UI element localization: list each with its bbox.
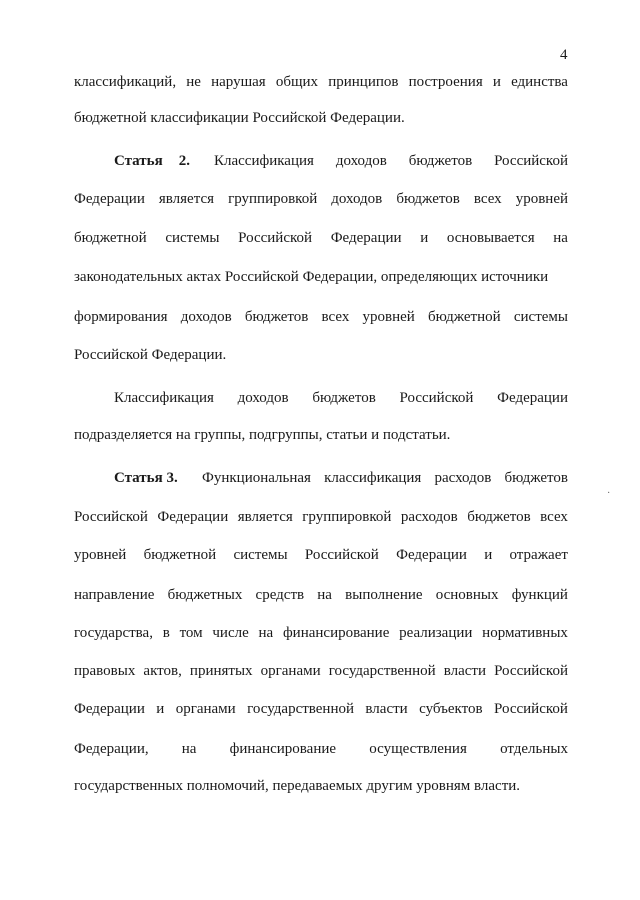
word: бюджетов	[396, 191, 460, 207]
word: отдельных	[500, 741, 568, 757]
word: осуществления	[369, 741, 467, 757]
word: общих	[275, 74, 319, 90]
word: финансирование	[229, 741, 337, 757]
word: направление	[74, 587, 155, 603]
word: Российской	[493, 701, 568, 717]
word: доходов	[331, 191, 383, 207]
word: системы	[513, 309, 568, 325]
word: Российской	[304, 547, 379, 563]
word: отражает	[509, 547, 568, 563]
word: бюджетной	[428, 309, 501, 325]
word: доходов	[180, 309, 232, 325]
word: органами	[175, 701, 236, 717]
text-line	[74, 624, 568, 642]
word: власти	[443, 663, 486, 679]
word: нормативных	[482, 625, 568, 641]
word: уровней	[74, 547, 127, 563]
word: в	[162, 625, 170, 641]
text-line-part	[214, 152, 568, 170]
word: и	[492, 74, 501, 90]
word: Федерации	[497, 390, 568, 406]
word: нарушая	[211, 74, 266, 90]
word: числе	[212, 625, 249, 641]
word: на	[258, 625, 274, 641]
page-number: 4	[560, 47, 568, 63]
word: не	[186, 74, 201, 90]
word: бюджетов	[312, 390, 376, 406]
text-line	[114, 389, 568, 407]
word: правовых	[74, 663, 136, 679]
word: органами	[260, 663, 321, 679]
text-line-part	[202, 469, 568, 487]
text-line	[74, 73, 568, 91]
text-line	[74, 190, 568, 208]
word: Федерации	[157, 509, 229, 525]
text-line	[74, 508, 568, 526]
word: расходов	[400, 509, 458, 525]
word: государства,	[74, 625, 153, 641]
article-3-label: Статья 3.	[114, 470, 178, 486]
word: бюджетной	[74, 230, 147, 246]
word: является	[237, 509, 293, 525]
word: средств	[255, 587, 305, 603]
word: классификация	[324, 470, 422, 486]
word: Российской	[494, 153, 568, 169]
word: формирования	[74, 309, 168, 325]
word: всех	[540, 509, 568, 525]
word: принятых	[189, 663, 253, 679]
word: расходов	[434, 470, 492, 486]
word: реализации	[399, 625, 473, 641]
word: основывается	[446, 230, 535, 246]
text-line	[74, 546, 568, 564]
word: основных	[435, 587, 499, 603]
text-line: бюджетной классификации Российской Федерации.	[74, 110, 405, 126]
word: Российской	[399, 390, 474, 406]
word: бюджетов	[244, 309, 309, 325]
article-2-label: Статья 2.	[114, 153, 190, 169]
word: Классификация	[214, 153, 314, 169]
text-line	[74, 586, 568, 604]
text-line: подразделяется на группы, подгруппы, статьи и подстатьи.	[74, 427, 451, 443]
word: государственной	[328, 663, 436, 679]
word: системы	[233, 547, 288, 563]
word: уровней	[362, 309, 415, 325]
word: построения	[408, 74, 483, 90]
word: бюджетов	[467, 509, 531, 525]
article-2-heading-line	[114, 152, 568, 170]
word: власти	[365, 701, 408, 717]
word: на	[181, 741, 197, 757]
word: Классификация	[114, 390, 214, 406]
word: является	[158, 191, 215, 207]
word: классификаций,	[74, 74, 177, 90]
word: и	[156, 701, 165, 717]
word: бюджетов	[408, 153, 473, 169]
word: Функциональная	[202, 470, 311, 486]
word: Федерации	[74, 191, 145, 207]
scan-speck: ·	[607, 488, 611, 499]
word: функций	[511, 587, 568, 603]
word: уровней	[515, 191, 568, 207]
text-line	[74, 662, 568, 680]
text-line	[74, 308, 568, 326]
text-line	[74, 229, 568, 247]
word: доходов	[335, 153, 387, 169]
text-line: государственных полномочий, передаваемых другим уровням власти.	[74, 778, 521, 794]
word: Российской	[238, 230, 313, 246]
text-line	[74, 700, 568, 718]
word: группировкой	[228, 191, 318, 207]
word: на	[317, 587, 332, 603]
word: Федерации	[74, 701, 145, 717]
word: выполнение	[345, 587, 423, 603]
word: субъектов	[419, 701, 483, 717]
word: группировкой	[302, 509, 392, 525]
word: государственной	[247, 701, 355, 717]
word: бюджетных	[167, 587, 243, 603]
text-line: законодательных актах Российской Федерации, определяющих источники	[74, 269, 549, 285]
word: всех	[473, 191, 502, 207]
word: Российской	[74, 509, 148, 525]
word: Федерации	[396, 547, 467, 563]
word: Российской	[494, 663, 568, 679]
word: единства	[511, 74, 568, 90]
word: Федерации	[330, 230, 402, 246]
word: и	[420, 230, 429, 246]
text-line	[74, 740, 568, 758]
word: всех	[321, 309, 350, 325]
word: актов,	[143, 663, 182, 679]
word: доходов	[237, 390, 289, 406]
word: бюджетов	[504, 470, 568, 486]
word: системы	[165, 230, 220, 246]
word: том	[179, 625, 203, 641]
word: Федерации,	[74, 741, 149, 757]
word: на	[553, 230, 568, 246]
word: принципов	[328, 74, 399, 90]
word: и	[484, 547, 493, 563]
word: бюджетной	[143, 547, 217, 563]
article-3-heading-line	[114, 469, 568, 487]
word: финансирование	[282, 625, 390, 641]
text-line: Российской Федерации.	[74, 347, 227, 363]
